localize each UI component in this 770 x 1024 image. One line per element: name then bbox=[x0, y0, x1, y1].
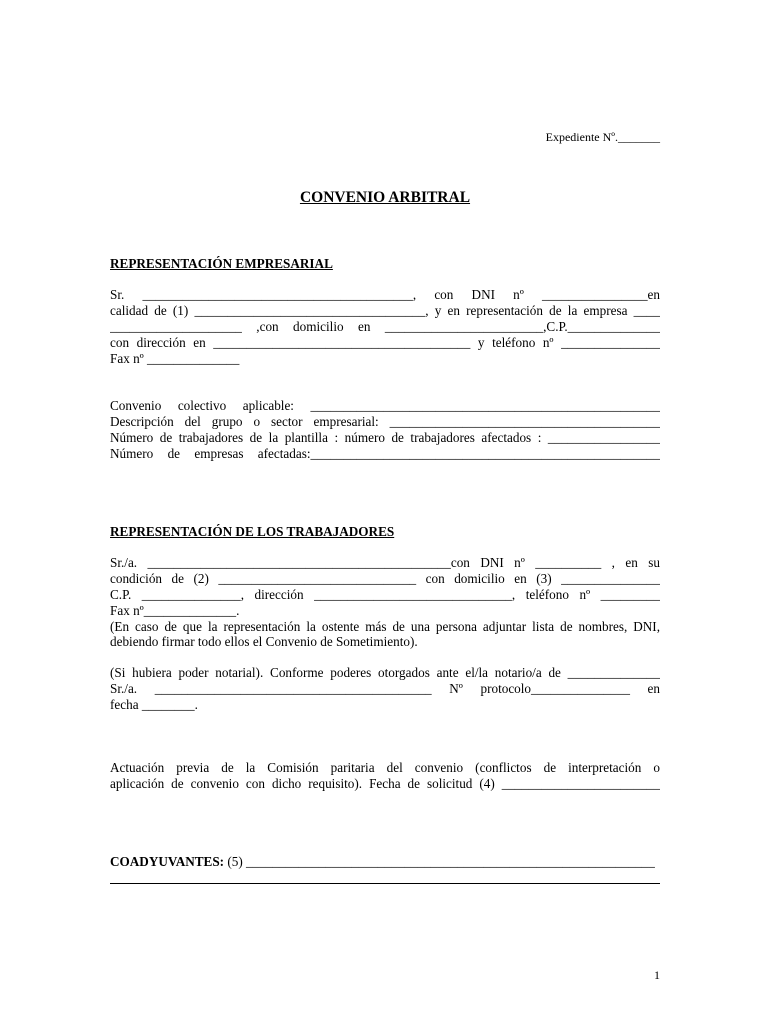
coadyuvantes-field: (5) ______________________________________________________________ bbox=[224, 854, 655, 869]
form-line: con dirección en _______________________________________ y teléfono nº _______________ bbox=[110, 335, 660, 350]
coadyuvantes-label: COADYUVANTES: bbox=[110, 854, 225, 869]
form-line: Número de empresas afectadas:_____________________________________________________ bbox=[110, 446, 660, 461]
form-line: Fax nº ______________ bbox=[110, 351, 240, 366]
section-heading-trabajadores: REPRESENTACIÓN DE LOS TRABAJADORES bbox=[110, 524, 395, 539]
form-line: (Si hubiera poder notarial). Conforme poderes otorgados ante el/la notario/a de ______________ bbox=[110, 665, 660, 680]
form-line: condición de (2) ______________________________ con domicilio en (3) _______________ bbox=[110, 571, 660, 586]
note-line: debiendo firmar todo ellos el Convenio de Sometimiento). bbox=[110, 634, 418, 649]
form-line: Sr./a. ______________________________________________con DNI nº __________ , en su bbox=[110, 555, 660, 570]
coadyuvantes-line bbox=[110, 854, 660, 870]
form-line: calidad de (1) ___________________________________, y en representación de la empresa ____ bbox=[110, 303, 660, 318]
blank-rule bbox=[110, 883, 660, 884]
paragraph-line: aplicación de convenio con dicho requisito). Fecha de solicitud (4) ________________________ bbox=[110, 776, 660, 791]
document-title: CONVENIO ARBITRAL bbox=[299, 189, 471, 206]
note-line: (En caso de que la representación la ostente más de una persona adjuntar lista de nombres, DNI, bbox=[110, 619, 660, 634]
section-heading-empresarial: REPRESENTACIÓN EMPRESARIAL bbox=[110, 256, 333, 271]
form-line: Número de trabajadores de la plantilla : número de trabajadores afectados : _________________ bbox=[110, 430, 660, 445]
expediente-number: Expediente Nº._______ bbox=[545, 130, 660, 144]
form-line: Sr. _________________________________________, con DNI nº ________________en bbox=[110, 287, 660, 302]
form-line: fecha ________. bbox=[110, 697, 198, 712]
page-number: 1 bbox=[654, 968, 660, 982]
paragraph-line: Actuación previa de la Comisión paritaria del convenio (conflictos de interpretación o bbox=[110, 760, 660, 775]
form-line: Sr./a. __________________________________________ Nº protocolo_______________ en bbox=[110, 681, 660, 696]
form-line: C.P. _______________, dirección ______________________________, teléfono nº _________ bbox=[110, 587, 660, 602]
form-line: Convenio colectivo aplicable: _____________________________________________________ bbox=[110, 398, 660, 413]
form-line: ____________________ ,con domicilio en ________________________,C.P.______________ bbox=[110, 319, 660, 334]
form-line: Fax nº______________. bbox=[110, 603, 240, 618]
form-line: Descripción del grupo o sector empresarial: _________________________________________ bbox=[110, 414, 660, 429]
